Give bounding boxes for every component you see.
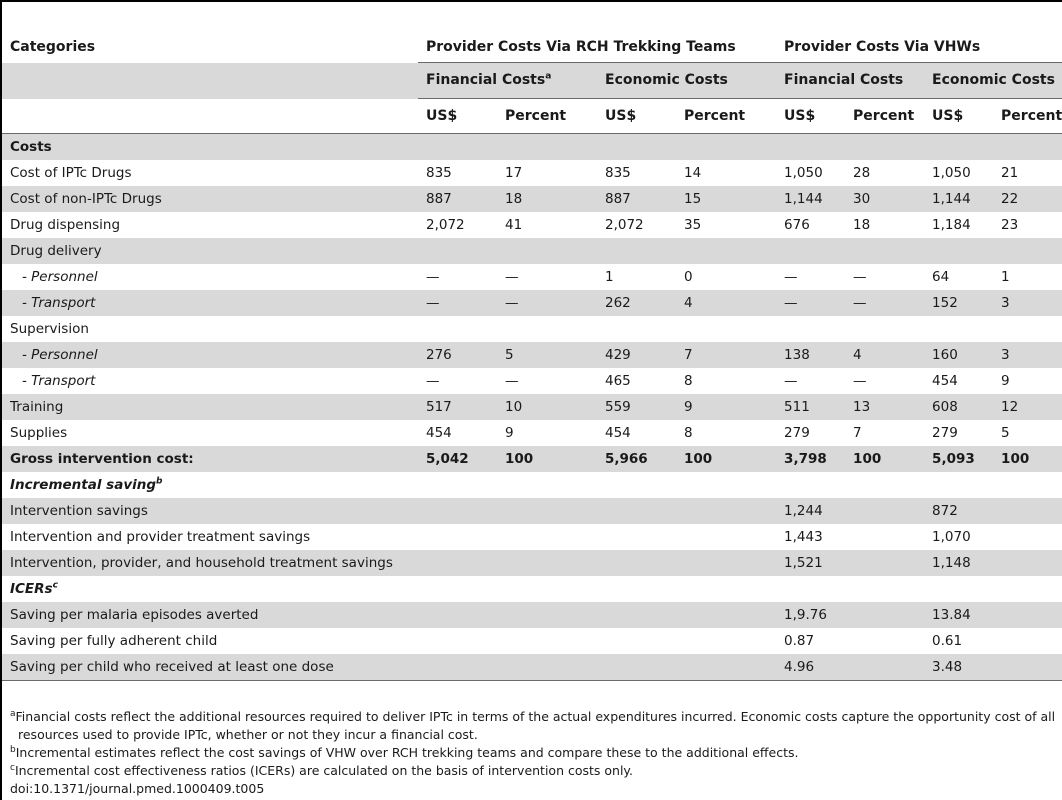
- table-cell: [597, 498, 676, 524]
- table-cell: [993, 472, 1062, 498]
- table-cell: [597, 576, 676, 602]
- table-cell: 1,148: [924, 550, 993, 576]
- table-cell: 887: [418, 186, 497, 212]
- footnote-a-line1: Financial costs reflect the additional resources required to deliver IPTc in terms of the actual expenditures incurred. Economic costs capture the opportunity cost of all: [15, 709, 1056, 724]
- header-percent: Percent: [505, 108, 567, 124]
- row-label-text: - Personnel: [22, 269, 98, 285]
- row-label: [2, 576, 418, 602]
- footnote-mark: b: [156, 476, 163, 487]
- row-label-text: Gross intervention cost:: [10, 451, 194, 467]
- footnote-c: [10, 762, 1060, 780]
- table-cell: 279: [932, 425, 958, 441]
- table-cell: —: [845, 290, 924, 316]
- table-cell: [497, 628, 597, 654]
- table-cell: [676, 498, 776, 524]
- table-row: [2, 316, 1062, 342]
- table-cell: 138: [776, 342, 845, 368]
- row-label: [2, 238, 418, 264]
- table-cell: [597, 472, 676, 498]
- table-cell: [845, 602, 924, 628]
- row-label: [2, 420, 418, 446]
- header-group-rch: Provider Costs Via RCH Trekking Teams: [418, 32, 776, 63]
- header-percent: Percent: [684, 108, 746, 124]
- table-cell: [676, 238, 776, 264]
- table-cell: [676, 316, 776, 342]
- header-rch-economic: Economic Costs: [597, 63, 776, 99]
- footnote-c-text: Incremental cost effectiveness ratios (ICERs) are calculated on the basis of intervention costs only.: [14, 763, 634, 778]
- top-rule: [2, 0, 1062, 2]
- table-cell: 1,184: [932, 217, 971, 233]
- table-footnotes: [10, 708, 1060, 798]
- row-label-text: - Transport: [22, 295, 96, 311]
- table-cell: —: [426, 373, 440, 389]
- table-row: [2, 264, 1062, 290]
- table-row: [2, 576, 1062, 602]
- table-cell: [845, 550, 924, 576]
- table-cell: [676, 654, 776, 681]
- table-cell: 1,144: [924, 186, 993, 212]
- header-rch-financial-label: Financial Costs: [426, 72, 546, 88]
- table-row: [2, 290, 1062, 316]
- table-cell: 100: [497, 446, 597, 472]
- table-cell: [993, 654, 1062, 681]
- table-cell: 7: [853, 425, 862, 441]
- footnote-c-mark: c: [10, 762, 15, 773]
- table-cell: 28: [853, 165, 871, 181]
- table-cell: 559: [597, 394, 676, 420]
- table-cell: [676, 524, 776, 550]
- table-cell: 1,9.76: [776, 602, 845, 628]
- table-cell: 511: [776, 394, 845, 420]
- table-cell: 22: [993, 186, 1062, 212]
- table-cell: —: [784, 373, 798, 389]
- table-cell: 41: [505, 217, 523, 233]
- row-label-text: Intervention savings: [10, 503, 148, 519]
- table-row: [2, 550, 1062, 576]
- table-cell: 465: [605, 373, 631, 389]
- table-cell: 3.48: [924, 654, 993, 681]
- table-cell: [497, 550, 597, 576]
- header-blank: [2, 63, 418, 99]
- header-usd: US$: [426, 108, 458, 124]
- table-cell: 1,244: [776, 498, 845, 524]
- table-cell: [676, 576, 776, 602]
- cost-table: [2, 32, 1062, 681]
- row-label-text: Saving per child who received at least one dose: [10, 659, 334, 675]
- footnote-mark-a: a: [545, 71, 552, 82]
- table-cell: [845, 238, 924, 264]
- table-cell: 3,798: [776, 446, 845, 472]
- table-cell: [497, 576, 597, 602]
- header-vhw-financial: Financial Costs: [776, 63, 924, 99]
- header-blank: [2, 99, 418, 134]
- table-cell: [597, 316, 676, 342]
- row-label-text: Supplies: [10, 425, 68, 441]
- table-cell: 9: [676, 394, 776, 420]
- table-cell: 0.61: [932, 633, 963, 649]
- footnote-b-text: Incremental estimates reflect the cost savings of VHW over RCH trekking teams and compare these to the additional effects.: [15, 745, 799, 760]
- table-cell: [845, 498, 924, 524]
- row-label: [2, 186, 418, 212]
- table-cell: 5,093: [924, 446, 993, 472]
- row-label-text: Intervention and provider treatment savings: [10, 529, 311, 545]
- row-label: [2, 628, 418, 654]
- table-cell: 8: [684, 425, 693, 441]
- table-cell: 23: [1001, 217, 1019, 233]
- table-cell: [497, 524, 597, 550]
- table-cell: 5,042: [418, 446, 497, 472]
- doi-line: doi:10.1371/journal.pmed.1000409.t005: [10, 781, 265, 796]
- table-cell: [597, 238, 676, 264]
- header-percent: Percent: [1001, 108, 1062, 124]
- footnote-a: [10, 708, 1060, 726]
- header-row-units: [2, 99, 1062, 134]
- table-cell: 100: [676, 446, 776, 472]
- table-cell: [676, 628, 776, 654]
- table-cell: 835: [426, 165, 452, 181]
- table-cell: 100: [993, 446, 1062, 472]
- header-usd: US$: [932, 108, 964, 124]
- table-cell: [597, 134, 676, 161]
- table-cell: [676, 602, 776, 628]
- table-cell: [418, 602, 497, 628]
- table-row: [2, 186, 1062, 212]
- table-cell: [597, 602, 676, 628]
- table-cell: —: [776, 290, 845, 316]
- row-label-text: - Transport: [22, 373, 96, 389]
- table-row: [2, 420, 1062, 446]
- table-cell: [418, 628, 497, 654]
- table-cell: 279: [784, 425, 810, 441]
- table-cell: [993, 524, 1062, 550]
- table-cell: 0: [684, 269, 693, 285]
- table-cell: 7: [676, 342, 776, 368]
- row-label-text: Cost of IPTc Drugs: [10, 165, 132, 181]
- row-label: [2, 264, 418, 290]
- table-row: [2, 498, 1062, 524]
- row-label-text: Training: [10, 399, 64, 415]
- table-cell: 17: [505, 165, 523, 181]
- table-cell: [993, 238, 1062, 264]
- row-label-text: Costs: [10, 139, 52, 155]
- table-cell: [845, 316, 924, 342]
- row-label: [2, 290, 418, 316]
- table-cell: [597, 654, 676, 681]
- table-cell: 1,050: [784, 165, 823, 181]
- table-cell: 5: [497, 342, 597, 368]
- table-cell: 18: [853, 217, 871, 233]
- table-cell: 1,521: [776, 550, 845, 576]
- table-cell: [676, 134, 776, 161]
- table-row: [2, 394, 1062, 420]
- table-cell: 9: [1001, 373, 1010, 389]
- table-cell: 454: [932, 373, 958, 389]
- table-cell: 4.96: [776, 654, 845, 681]
- table-cell: 429: [597, 342, 676, 368]
- row-label-text: Cost of non-IPTc Drugs: [10, 191, 162, 207]
- row-label-text: - Personnel: [22, 347, 98, 363]
- table-cell: 2,072: [605, 217, 644, 233]
- table-cell: 1,144: [776, 186, 845, 212]
- header-usd: US$: [605, 108, 637, 124]
- table-cell: 8: [684, 373, 693, 389]
- table-cell: 160: [924, 342, 993, 368]
- header-row-cost-types: [2, 63, 1062, 99]
- table-cell: —: [853, 373, 867, 389]
- table-cell: —: [497, 290, 597, 316]
- table-row: [2, 602, 1062, 628]
- row-label-text: Saving per fully adherent child: [10, 633, 218, 649]
- table-row: [2, 654, 1062, 681]
- row-label: [2, 342, 418, 368]
- header-vhw-economic: Economic Costs: [924, 63, 1062, 99]
- table-cell: 18: [497, 186, 597, 212]
- table-cell: [776, 316, 845, 342]
- table-cell: 1: [1001, 269, 1010, 285]
- row-label: [2, 212, 418, 238]
- table-cell: [676, 472, 776, 498]
- table-cell: 887: [597, 186, 676, 212]
- table-cell: [776, 472, 845, 498]
- table-cell: [597, 524, 676, 550]
- table-cell: [993, 550, 1062, 576]
- table-cell: [418, 134, 497, 161]
- footnote-a-mark: a: [10, 708, 16, 719]
- table-cell: [418, 498, 497, 524]
- table-cell: 5,966: [597, 446, 676, 472]
- table-row: [2, 212, 1062, 238]
- row-label-text: Supervision: [10, 321, 89, 337]
- row-label-text: Saving per malaria episodes averted: [10, 607, 259, 623]
- row-label-text: Drug delivery: [10, 243, 102, 259]
- table-cell: 608: [924, 394, 993, 420]
- table-row: [2, 238, 1062, 264]
- table-row: [2, 524, 1062, 550]
- table-cell: [924, 576, 993, 602]
- footnote-b-mark: b: [10, 744, 16, 755]
- row-label-text: ICERs: [10, 581, 53, 597]
- table-cell: [845, 134, 924, 161]
- table-cell: [497, 238, 597, 264]
- table-cell: [993, 316, 1062, 342]
- table-cell: 15: [676, 186, 776, 212]
- table-cell: [418, 524, 497, 550]
- table-cell: [497, 472, 597, 498]
- table-cell: [597, 628, 676, 654]
- table-cell: [418, 238, 497, 264]
- table-cell: 3: [993, 342, 1062, 368]
- table-cell: [845, 628, 924, 654]
- row-label-text: Intervention, provider, and household treatment savings: [10, 555, 393, 571]
- row-label: [2, 654, 418, 681]
- table-cell: 0.87: [784, 633, 815, 649]
- row-label-text: Incremental saving: [10, 477, 157, 493]
- table-cell: [676, 550, 776, 576]
- header-categories: Categories: [10, 39, 96, 56]
- table-cell: 4: [676, 290, 776, 316]
- table-cell: —: [853, 269, 867, 285]
- table-cell: [924, 134, 993, 161]
- table-cell: 12: [993, 394, 1062, 420]
- row-label: [2, 550, 418, 576]
- table-cell: [418, 550, 497, 576]
- table-cell: [418, 472, 497, 498]
- table-cell: 100: [845, 446, 924, 472]
- footnote-a-cont: resources used to provide IPTc, whether or not they incur a financial cost.: [18, 727, 478, 742]
- table-cell: [497, 498, 597, 524]
- table-cell: [497, 602, 597, 628]
- table-cell: 872: [924, 498, 993, 524]
- table-cell: 5: [1001, 425, 1010, 441]
- header-row-groups: [2, 32, 1062, 63]
- table-row: [2, 628, 1062, 654]
- table-cell: 454: [426, 425, 452, 441]
- table-cell: [497, 316, 597, 342]
- table-cell: [776, 576, 845, 602]
- table-cell: [993, 134, 1062, 161]
- row-label: [2, 394, 418, 420]
- table-cell: [924, 316, 993, 342]
- table-cell: 64: [932, 269, 950, 285]
- table-cell: 1,050: [932, 165, 971, 181]
- row-label: [2, 472, 418, 498]
- table-cell: 454: [605, 425, 631, 441]
- table-row: [2, 368, 1062, 394]
- table-cell: 35: [684, 217, 702, 233]
- table-cell: [497, 654, 597, 681]
- table-cell: 3: [993, 290, 1062, 316]
- row-label: [2, 498, 418, 524]
- row-label-text: Drug dispensing: [10, 217, 121, 233]
- table-row: [2, 472, 1062, 498]
- row-label: [2, 316, 418, 342]
- table-row: [2, 160, 1062, 186]
- table-cell: —: [426, 269, 440, 285]
- header-percent: Percent: [853, 108, 915, 124]
- table-cell: 262: [597, 290, 676, 316]
- table-cell: 13.84: [924, 602, 993, 628]
- row-label: [2, 134, 418, 161]
- table-cell: 10: [497, 394, 597, 420]
- header-usd: US$: [784, 108, 816, 124]
- row-label: [2, 368, 418, 394]
- row-label: [2, 602, 418, 628]
- row-label: [2, 446, 418, 472]
- table-cell: [924, 472, 993, 498]
- table-cell: 517: [418, 394, 497, 420]
- table-cell: 1: [605, 269, 614, 285]
- table-cell: [993, 628, 1062, 654]
- table-cell: —: [418, 290, 497, 316]
- table-cell: 1,443: [784, 529, 823, 545]
- table-row: [2, 342, 1062, 368]
- table-cell: [993, 602, 1062, 628]
- row-label: [2, 524, 418, 550]
- table-cell: [776, 238, 845, 264]
- table-cell: [845, 472, 924, 498]
- table-cell: 152: [924, 290, 993, 316]
- table-cell: —: [505, 269, 519, 285]
- table-cell: [418, 316, 497, 342]
- table-row: [2, 134, 1062, 161]
- footnote-mark: c: [52, 580, 58, 591]
- table-cell: [418, 654, 497, 681]
- header-group-vhw: Provider Costs Via VHWs: [776, 32, 1062, 63]
- table-cell: [597, 550, 676, 576]
- table-cell: [924, 238, 993, 264]
- table-cell: 30: [845, 186, 924, 212]
- table-cell: 14: [684, 165, 702, 181]
- table-cell: 9: [505, 425, 514, 441]
- table-cell: 4: [845, 342, 924, 368]
- table-cell: [418, 576, 497, 602]
- header-rch-financial: [418, 63, 597, 99]
- table-cell: [845, 524, 924, 550]
- row-label: [2, 160, 418, 186]
- table-cell: 676: [784, 217, 810, 233]
- table-cell: [497, 134, 597, 161]
- table-cell: 21: [1001, 165, 1019, 181]
- table-cell: [776, 134, 845, 161]
- table-cell: 13: [845, 394, 924, 420]
- table-cell: [845, 576, 924, 602]
- table-cell: —: [505, 373, 519, 389]
- table-cell: 1,070: [932, 529, 971, 545]
- table-cell: —: [784, 269, 798, 285]
- table-cell: 2,072: [426, 217, 465, 233]
- table-cell: [993, 498, 1062, 524]
- table-cell: 276: [418, 342, 497, 368]
- table-row: [2, 446, 1062, 472]
- table-cell: [845, 654, 924, 681]
- table-cell: 835: [605, 165, 631, 181]
- footnote-b: [10, 744, 1060, 762]
- table-cell: [993, 576, 1062, 602]
